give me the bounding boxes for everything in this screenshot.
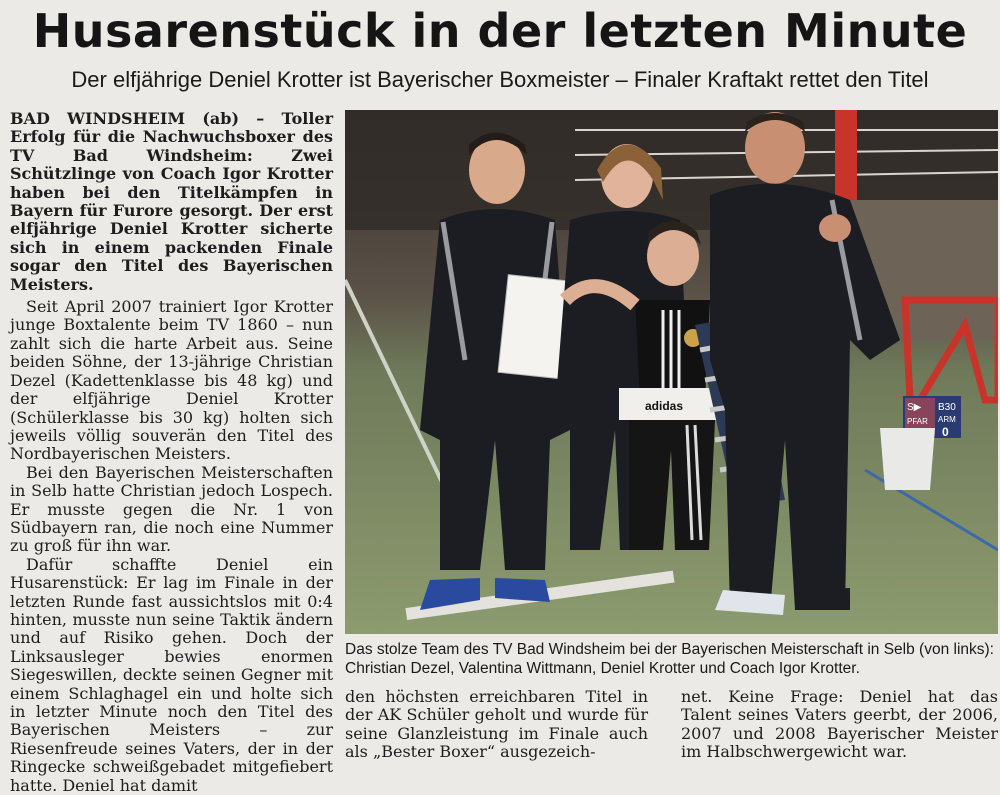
svg-text:adidas: adidas xyxy=(645,399,684,413)
ring-post xyxy=(835,110,857,200)
photo-caption: Das stolze Team des TV Bad Windsheim bei der Bayerischen Meisterschaft in Selb (von links): Christian Dezel, Valentina Wittmann, Deniel Krotter und Coach Igor Krotter. xyxy=(345,641,994,677)
article-column-2 xyxy=(345,688,648,762)
body-paragraph: den höchsten erreichbaren Titel in der AK Schüler geholt und wurde für seine Glanzleistung im Finale auch als „Bester Boxer“ ausgezeich- xyxy=(345,687,648,762)
svg-text:ARM: ARM xyxy=(938,415,956,424)
body-paragraph: Seit April 2007 trainiert Igor Krotter junge Boxtalente beim TV 1860 – nun zahlt sich die harte Arbeit aus. Seine beiden Söhne, der 13-jährige Christian Dezel (Kadettenklasse bis 48 kg) und der elfjährige Deniel Krotter (Schülerklasse bis 30 kg) holten sich jeweils völlig souverän den Titel des Nordbayerischen Meisters. xyxy=(10,297,333,464)
svg-text:0: 0 xyxy=(942,425,949,439)
svg-text:S▶: S▶ xyxy=(907,402,922,413)
team-photo xyxy=(345,110,998,634)
body-paragraph: Dafür schaffte Deniel ein Husarenstück: Er lag im Finale in der letzten Runde fast aussichtslos mit 0:4 hinten, musste nun seine Taktik ändern und auf Risiko gehen. Doch der Linksausleger bewies enormen Siegeswillen, deckte seinen Gegner mit einem Schlaghagel ein und holte sich in letzter Minute noch den Titel des Bayerischen Meisters – zur Riesenfreude seines Vaters, der in der Ringecke schweißgebadet mitgefiebert hatte. Deniel hat damit xyxy=(10,554,333,795)
svg-text:PFAR: PFAR xyxy=(907,417,928,426)
bucket xyxy=(880,428,935,490)
lead-paragraph: BAD WINDSHEIM (ab) – Toller Erfolg für die Nachwuchsboxer des TV Bad Windsheim: Zwei Schützlinge von Coach Igor Krotter haben bei den Titelkämpfen in Bayern für Furore gesorgt. Der erst elfjährige Deniel Krotter sicherte sich in einem packenden Finale sogar den Titel des Bayerischen Meisters. xyxy=(10,109,333,294)
body-paragraph: Bei den Bayerischen Meisterschaften in Selb hatte Christian jedoch Lospech. Er musste gegen die Nr. 1 von Südbayern ran, die noch eine Nummer zu groß für ihn war. xyxy=(10,462,333,556)
article-column-1 xyxy=(10,110,333,795)
svg-text:B30: B30 xyxy=(938,402,956,413)
headline: Husarenstück in der letzten Minute xyxy=(32,4,968,58)
body-paragraph: net. Keine Frage: Deniel hat das Talent seines Vaters geerbt, der 2006, 2007 und 2008 Bayerischer Meister im Halbschwergewicht war. xyxy=(681,687,998,762)
article-column-3 xyxy=(681,688,998,762)
subheadline: Der elfjährige Deniel Krotter ist Bayerischer Boxmeister – Finaler Kraftakt rettet den Titel xyxy=(71,67,929,92)
